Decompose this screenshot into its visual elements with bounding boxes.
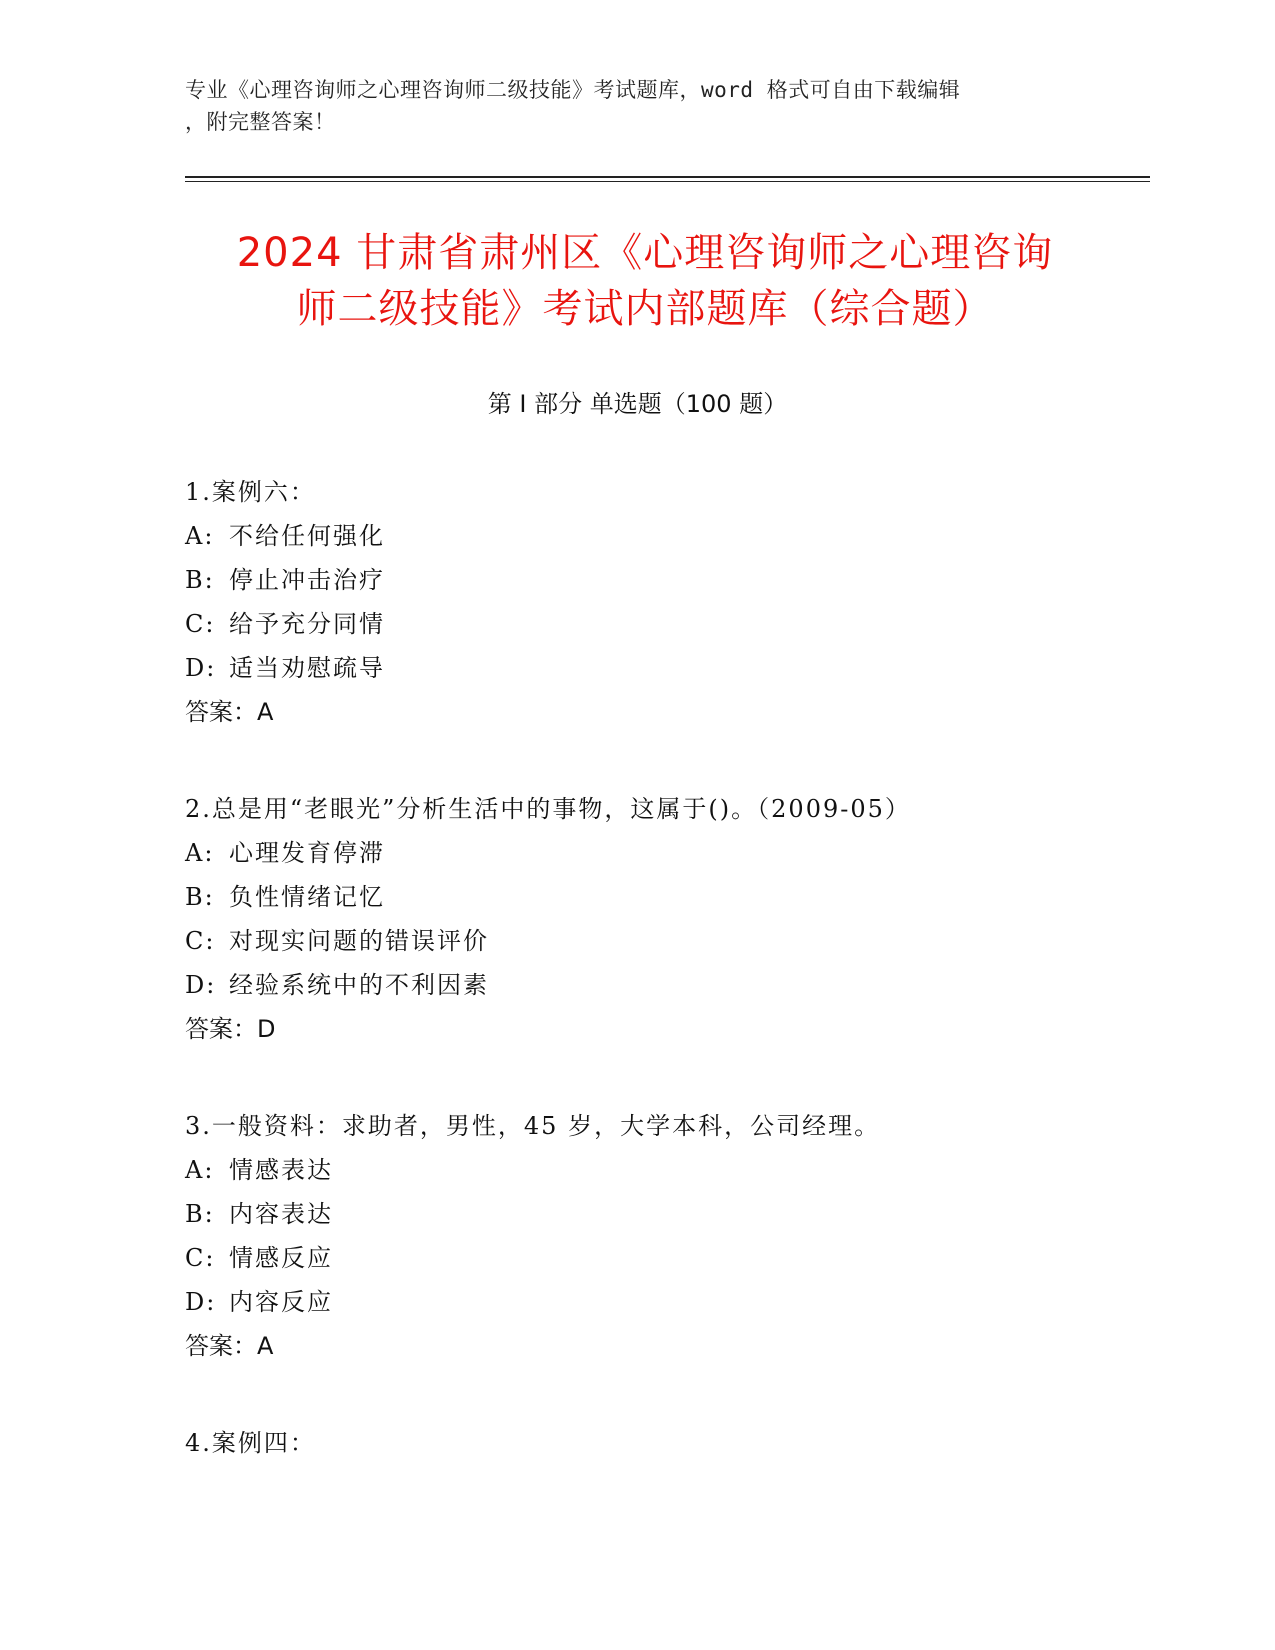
option-text: 给予充分同情 — [229, 610, 385, 638]
option-text: 情感表达 — [229, 1156, 333, 1184]
option-label: C: — [185, 927, 216, 955]
document-title-line-2: 师二级技能》考试内部题库（综合题） — [296, 286, 994, 332]
option-text: 负性情绪记忆 — [229, 883, 385, 911]
question-list — [185, 470, 1145, 1518]
question-option — [185, 514, 1145, 558]
option-label: B: — [185, 566, 215, 594]
document-title — [185, 225, 1105, 337]
question-item — [185, 1421, 1145, 1465]
question-answer: 答案：A — [185, 1332, 274, 1360]
question-option — [185, 558, 1145, 602]
question-answer: 答案：A — [185, 698, 274, 726]
option-label: C: — [185, 1244, 216, 1272]
option-text: 经验系统中的不利因素 — [229, 971, 489, 999]
option-label: B: — [185, 883, 215, 911]
option-label: D: — [185, 1288, 217, 1316]
option-text: 不给任何强化 — [229, 522, 385, 550]
question-option — [185, 875, 1145, 919]
option-text: 停止冲击治疗 — [229, 566, 385, 594]
question-option — [185, 1192, 1145, 1236]
question-option — [185, 919, 1145, 963]
option-text: 对现实问题的错误评价 — [229, 927, 489, 955]
question-option — [185, 963, 1145, 1007]
question-item — [185, 1104, 1145, 1368]
option-text: 情感反应 — [229, 1244, 333, 1272]
question-answer: 答案：D — [185, 1015, 276, 1043]
question-option — [185, 1236, 1145, 1280]
question-option — [185, 602, 1145, 646]
option-label: A: — [185, 522, 215, 550]
header-divider-thick — [185, 176, 1150, 178]
header-note-line-1: 专业《心理咨询师之心理咨询师二级技能》考试题库，word 格式可自由下载编辑 — [185, 78, 961, 102]
option-label: D: — [185, 971, 217, 999]
option-text: 心理发育停滞 — [229, 839, 385, 867]
option-text: 内容表达 — [229, 1200, 333, 1228]
option-label: D: — [185, 654, 217, 682]
option-label: A: — [185, 1156, 215, 1184]
question-option — [185, 646, 1145, 690]
question-stem: 3.一般资料：求助者，男性，45 岁，大学本科，公司经理。 — [185, 1112, 881, 1140]
header-note-line-2: ，附完整答案！ — [185, 110, 336, 134]
section-title: 第 I 部分 单选题（100 题） — [487, 390, 788, 418]
question-option — [185, 1280, 1145, 1324]
question-stem: 4.案例四： — [185, 1429, 316, 1457]
option-label: B: — [185, 1200, 215, 1228]
option-label: A: — [185, 839, 215, 867]
header-note — [185, 74, 1065, 138]
question-stem: 2.总是用“老眼光”分析生活中的事物，这属于()。（2009-05） — [185, 795, 911, 823]
document-title-line-1: 2024 甘肃省肃州区《心理咨询师之心理咨询 — [236, 230, 1054, 276]
question-option — [185, 831, 1145, 875]
question-option — [185, 1148, 1145, 1192]
question-item — [185, 787, 1145, 1051]
question-item — [185, 470, 1145, 734]
question-stem: 1.案例六： — [185, 478, 316, 506]
option-text: 适当劝慰疏导 — [229, 654, 385, 682]
header-divider-thin — [185, 181, 1150, 182]
option-label: C: — [185, 610, 216, 638]
option-text: 内容反应 — [229, 1288, 333, 1316]
